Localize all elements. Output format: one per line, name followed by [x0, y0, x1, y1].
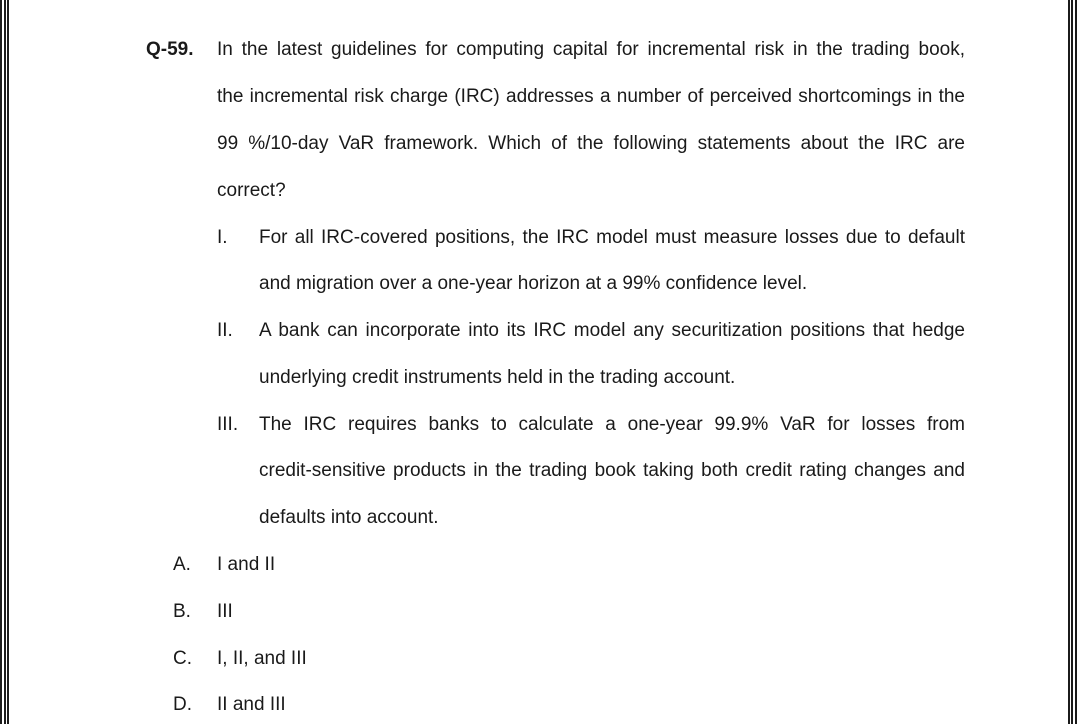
option-letter: D.: [173, 694, 192, 715]
statement-line: and migration over a one-year horizon at a 99% confidence level.: [259, 273, 808, 294]
option-text: III: [217, 601, 233, 622]
statement-line: The IRC requires banks to calculate a one-year 99.9% VaR for losses from: [259, 414, 965, 435]
statement-line: For all IRC-covered positions, the IRC model must measure losses due to default: [259, 227, 965, 248]
statement-numeral: I.: [217, 227, 228, 248]
statement-line: defaults into account.: [259, 507, 439, 528]
option-letter: B.: [173, 601, 191, 622]
option-letter: A.: [173, 554, 191, 575]
option-letter: C.: [173, 648, 192, 669]
statement-line: underlying credit instruments held in the trading account.: [259, 367, 736, 388]
question-stem-line: In the latest guidelines for computing capital for incremental risk in the trading book,: [217, 39, 965, 60]
statement-line: credit-sensitive products in the trading book taking both credit rating changes and: [259, 460, 965, 481]
statement-numeral: II.: [217, 320, 233, 341]
question-stem-line: the incremental risk charge (IRC) addresses a number of perceived shortcomings in the: [217, 86, 965, 107]
option-text: II and III: [217, 694, 286, 715]
statement-numeral: III.: [217, 414, 239, 435]
option-text: I, II, and III: [217, 648, 307, 669]
statement-line: A bank can incorporate into its IRC model any securitization positions that hedge: [259, 320, 965, 341]
question-stem-line: correct?: [217, 180, 286, 201]
option-text: I and II: [217, 554, 276, 575]
question-stem-line: 99 %/10-day VaR framework. Which of the following statements about the IRC are: [217, 133, 965, 154]
question-number: Q-59.: [146, 39, 194, 60]
